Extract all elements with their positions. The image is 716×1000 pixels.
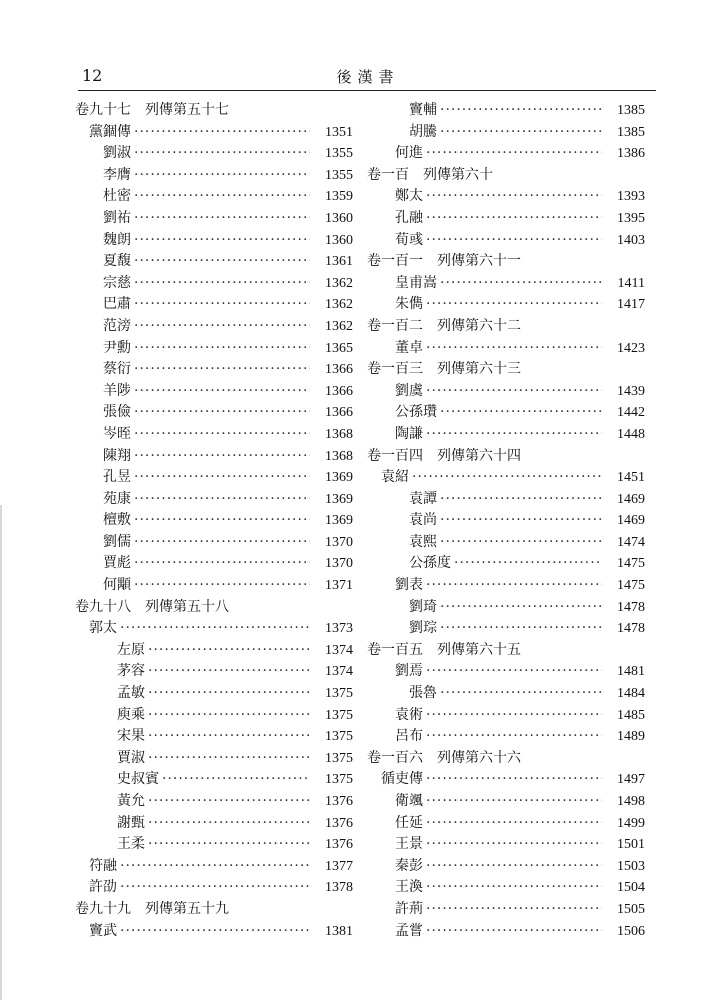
toc-entry [367,230,645,252]
dot-leader [426,230,602,252]
dot-leader [426,186,602,208]
entry-name: 羊陟 [103,382,131,399]
entry-page-number: 1504 [617,880,645,896]
dot-leader [426,661,602,683]
toc-entry [75,726,353,748]
toc-entry [367,705,645,727]
toc-entry [75,338,353,360]
toc-entry [75,359,353,381]
toc-entry [75,294,353,316]
entry-page-number: 1469 [617,513,645,529]
entry-name: 陳翔 [103,447,131,464]
dot-leader [134,381,310,403]
toc-left-column [75,100,353,942]
dot-leader [148,683,310,705]
toc-entry [75,273,353,295]
dot-leader [440,683,602,705]
entry-name: 史叔賓 [117,771,159,788]
dot-leader [440,597,602,619]
entry-name: 孔融 [395,209,423,226]
entry-name: 左原 [117,641,145,658]
toc-entry [367,424,645,446]
entry-page-number: 1375 [325,707,353,723]
toc-entry [367,791,645,813]
dot-leader [134,208,310,230]
toc-entry [367,683,645,705]
entry-page-number: 1366 [325,362,353,378]
entry-page-number: 1485 [617,707,645,723]
toc-entry [367,661,645,683]
entry-page-number: 1403 [617,232,645,248]
entry-name: 劉琮 [409,620,437,637]
entry-name: 宗慈 [103,274,131,291]
dot-leader [426,769,602,791]
dot-leader [426,834,602,856]
entry-page-number: 1489 [617,729,645,745]
entry-name: 任延 [395,814,423,831]
dot-leader [426,294,602,316]
dot-leader [426,813,602,835]
toc-entry [75,769,353,791]
entry-name: 公孫瓚 [395,404,437,421]
dot-leader [440,100,602,122]
dot-leader [426,921,602,943]
entry-page-number: 1469 [617,491,645,507]
entry-name: 賈淑 [117,749,145,766]
entry-page-number: 1497 [617,772,645,788]
toc-entry [367,294,645,316]
dot-leader [120,856,310,878]
entry-name: 呂布 [395,728,423,745]
entry-name: 張魯 [409,685,437,702]
volume-heading: 卷一百二 列傳第六十二 [367,317,521,334]
toc-entry [367,597,645,619]
entry-page-number: 1360 [325,232,353,248]
entry-name: 符融 [89,857,117,874]
dot-leader [134,251,310,273]
header-rule [78,90,656,91]
dot-leader [120,618,310,640]
volume-heading: 卷一百六 列傳第六十六 [367,749,521,766]
toc-entry [367,402,645,424]
dot-leader [134,230,310,252]
dot-leader [134,294,310,316]
toc-entry [75,705,353,727]
entry-page-number: 1506 [617,923,645,939]
entry-name: 劉淑 [103,145,131,162]
toc-entry [367,553,645,575]
entry-name: 劉儒 [103,533,131,550]
toc-entry [75,316,353,338]
dot-leader [134,316,310,338]
entry-page-number: 1505 [617,901,645,917]
volume-heading: 卷一百 列傳第六十 [367,166,493,183]
dot-leader [426,338,602,360]
entry-name: 袁熙 [409,533,437,550]
entry-name: 李膺 [103,166,131,183]
dot-leader [426,856,602,878]
dot-leader [134,489,310,511]
toc-entry [367,618,645,640]
entry-name: 范滂 [103,317,131,334]
toc-entry [75,424,353,446]
volume-heading: 卷一百四 列傳第六十四 [367,447,521,464]
toc-entry [75,251,353,273]
entry-name: 王柔 [117,836,145,853]
toc-entry [367,813,645,835]
dot-leader [134,510,310,532]
entry-name: 巴肅 [103,296,131,313]
dot-leader [426,381,602,403]
entry-name: 劉焉 [395,663,423,680]
dot-leader [134,424,310,446]
entry-name: 許荊 [395,900,423,917]
page-header [82,66,654,88]
entry-page-number: 1411 [617,275,645,291]
entry-name: 孟敏 [117,685,145,702]
entry-name: 許劭 [89,879,117,896]
entry-page-number: 1381 [325,923,353,939]
dot-leader [412,467,602,489]
entry-name: 朱儁 [395,296,423,313]
entry-page-number: 1385 [617,103,645,118]
toc-entry [367,381,645,403]
entry-page-number: 1376 [325,815,353,831]
entry-page-number: 1475 [617,578,645,594]
entry-page-number: 1481 [617,664,645,680]
page-number: 12 [82,66,103,85]
dot-leader [120,877,310,899]
toc-entry [367,726,645,748]
volume-heading: 卷九十九 列傳第五十九 [75,900,229,917]
entry-name: 劉表 [395,577,423,594]
toc-entry [367,921,645,943]
toc-entry [367,208,645,230]
running-title: 後漢書 [336,68,400,86]
entry-name: 尹勳 [103,339,131,356]
entry-page-number: 1374 [325,664,353,680]
dot-leader [426,726,602,748]
entry-name: 庾乘 [117,706,145,723]
dot-leader [134,186,310,208]
entry-page-number: 1417 [617,297,645,313]
entry-name: 循吏傳 [381,771,423,788]
dot-leader [440,489,602,511]
entry-name: 董卓 [395,339,423,356]
entry-name: 袁術 [395,706,423,723]
entry-page-number: 1361 [325,254,353,270]
volume-heading: 卷一百一 列傳第六十一 [367,253,521,270]
entry-page-number: 1451 [617,470,645,486]
volume-heading: 卷一百五 列傳第六十五 [367,641,521,658]
entry-name: 郭太 [89,620,117,637]
entry-name: 劉虞 [395,382,423,399]
entry-page-number: 1439 [617,383,645,399]
toc-entry [367,143,645,165]
entry-page-number: 1355 [325,146,353,162]
entry-page-number: 1378 [325,880,353,896]
toc-entry [75,834,353,856]
dot-leader [148,813,310,835]
entry-name: 袁尚 [409,512,437,529]
toc-entry [367,100,645,122]
entry-page-number: 1360 [325,210,353,226]
entry-name: 皇甫嵩 [395,274,437,291]
entry-name: 宋果 [117,728,145,745]
entry-page-number: 1478 [617,599,645,615]
dot-leader [134,165,310,187]
entry-page-number: 1478 [617,621,645,637]
toc-entry [75,640,353,662]
entry-page-number: 1375 [325,686,353,702]
dot-leader [426,424,602,446]
toc-entry [367,186,645,208]
entry-name: 茅容 [117,663,145,680]
toc-right-column [367,100,645,942]
toc-entry [75,186,353,208]
entry-name: 袁紹 [381,469,409,486]
entry-page-number: 1377 [325,858,353,874]
entry-page-number: 1395 [617,210,645,226]
entry-name: 王景 [395,836,423,853]
dot-leader [134,575,310,597]
toc-entry [367,338,645,360]
toc-entry [367,899,645,921]
entry-page-number: 1375 [325,729,353,745]
dot-leader [440,122,602,144]
entry-name: 荀彧 [395,231,423,248]
entry-name: 胡騰 [409,123,437,140]
entry-name: 竇武 [89,922,117,939]
entry-name: 夏馥 [103,253,131,270]
toc-entry [75,683,353,705]
dot-leader [134,359,310,381]
entry-name: 黃允 [117,793,145,809]
entry-page-number: 1369 [325,491,353,507]
dot-leader [134,446,310,468]
entry-page-number: 1393 [617,189,645,205]
entry-name: 何進 [395,145,423,162]
toc-entry [75,122,353,144]
entry-page-number: 1370 [325,534,353,550]
dot-leader [134,553,310,575]
entry-page-number: 1423 [617,340,645,356]
toc-entry [75,553,353,575]
entry-page-number: 1376 [325,837,353,853]
entry-page-number: 1368 [325,448,353,464]
entry-name: 賈彪 [103,555,131,572]
entry-name: 劉琦 [409,598,437,615]
entry-name: 黨錮傳 [89,123,131,140]
dot-leader [162,769,310,791]
entry-name: 鄭太 [395,188,423,205]
toc-entry [75,381,353,403]
entry-name: 劉祐 [103,209,131,226]
entry-page-number: 1368 [325,426,353,442]
dot-leader [454,553,602,575]
entry-name: 魏朗 [103,231,131,248]
dot-leader [440,273,602,295]
entry-page-number: 1374 [325,642,353,658]
entry-page-number: 1484 [617,686,645,702]
entry-name: 袁譚 [409,490,437,507]
entry-page-number: 1499 [617,815,645,831]
toc-entry [75,143,353,165]
entry-page-number: 1366 [325,383,353,399]
toc-entry [367,769,645,791]
entry-page-number: 1355 [325,167,353,183]
toc-entry [75,813,353,835]
entry-page-number: 1503 [617,858,645,874]
dot-leader [440,510,602,532]
dot-leader [426,208,602,230]
toc-entry [75,791,353,813]
entry-name: 岑晊 [103,425,131,442]
dot-leader [134,532,310,554]
toc-entry [367,575,645,597]
toc-entry [75,748,353,770]
toc-entry [75,618,353,640]
toc-entry [367,467,645,489]
entry-page-number: 1366 [325,405,353,421]
volume-heading: 卷九十七 列傳第五十七 [75,102,229,118]
dot-leader [426,899,602,921]
entry-page-number: 1375 [325,750,353,766]
toc-entry [75,661,353,683]
toc-entry [75,856,353,878]
dot-leader [134,143,310,165]
dot-leader [440,618,602,640]
entry-page-number: 1385 [617,124,645,140]
entry-name: 張儉 [103,404,131,421]
dot-leader [134,467,310,489]
entry-page-number: 1442 [617,405,645,421]
entry-page-number: 1474 [617,534,645,550]
dot-leader [134,273,310,295]
entry-name: 蔡衍 [103,361,131,378]
entry-name: 杜密 [103,188,131,205]
dot-leader [440,402,602,424]
entry-page-number: 1373 [325,621,353,637]
entry-name: 陶謙 [395,425,423,442]
entry-page-number: 1362 [325,297,353,313]
toc-entry [75,467,353,489]
entry-name: 衛颯 [395,793,423,809]
dot-leader [426,705,602,727]
dot-leader [426,877,602,899]
dot-leader [148,705,310,727]
dot-leader [148,834,310,856]
volume-heading: 卷九十八 列傳第五十八 [75,598,229,615]
dot-leader [120,921,310,943]
dot-leader [148,748,310,770]
toc-entry [75,208,353,230]
toc-entry [367,273,645,295]
entry-name: 孟嘗 [395,922,423,939]
entry-page-number: 1369 [325,513,353,529]
toc-entry [75,510,353,532]
entry-page-number: 1475 [617,556,645,572]
toc-entry [75,575,353,597]
entry-page-number: 1501 [617,837,645,853]
toc-entry [75,532,353,554]
toc-entry [75,921,353,943]
toc-entry [367,856,645,878]
entry-name: 孔昱 [103,469,131,486]
dot-leader [134,402,310,424]
entry-name: 竇輔 [409,102,437,118]
entry-page-number: 1370 [325,556,353,572]
dot-leader [134,338,310,360]
entry-name: 檀敷 [103,512,131,529]
toc-entry [75,489,353,511]
volume-heading: 卷一百三 列傳第六十三 [367,361,521,378]
dot-leader [134,122,310,144]
entry-page-number: 1362 [325,275,353,291]
entry-name: 何顒 [103,577,131,594]
toc-entry [367,489,645,511]
toc-entry [75,446,353,468]
entry-page-number: 1362 [325,318,353,334]
toc-entry [75,877,353,899]
entry-page-number: 1376 [325,794,353,809]
dot-leader [426,791,602,813]
toc-entry [367,510,645,532]
scan-edge-mark [0,505,2,1000]
toc-entry [367,877,645,899]
dot-leader [148,726,310,748]
toc-entry [367,834,645,856]
entry-name: 公孫度 [409,555,451,572]
entry-page-number: 1369 [325,470,353,486]
dot-leader [426,575,602,597]
entry-page-number: 1359 [325,189,353,205]
entry-page-number: 1351 [325,124,353,140]
entry-page-number: 1375 [325,772,353,788]
entry-name: 秦彭 [395,857,423,874]
dot-leader [148,661,310,683]
toc-entry [75,402,353,424]
dot-leader [148,640,310,662]
entry-page-number: 1365 [325,340,353,356]
entry-page-number: 1386 [617,146,645,162]
toc-entry [367,122,645,144]
entry-page-number: 1498 [617,794,645,809]
entry-name: 謝甄 [117,814,145,831]
entry-page-number: 1371 [325,578,353,594]
dot-leader [426,143,602,165]
toc-entry [367,532,645,554]
toc-entry [75,165,353,187]
entry-page-number: 1448 [617,426,645,442]
entry-name: 王渙 [395,879,423,896]
entry-name: 苑康 [103,490,131,507]
dot-leader [148,791,310,813]
dot-leader [440,532,602,554]
toc-entry [75,230,353,252]
